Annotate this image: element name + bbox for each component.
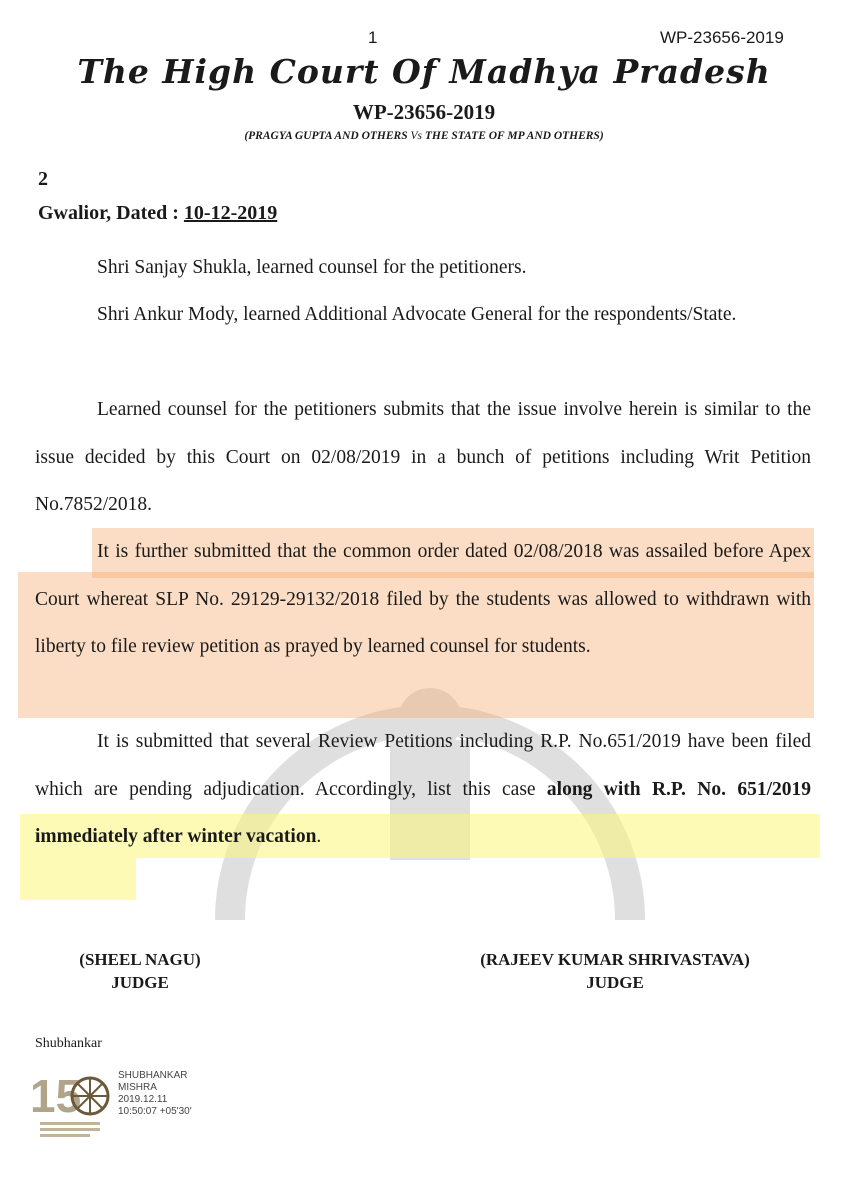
- digital-signature-block: [118, 1070, 192, 1118]
- court-title: The High Court Of Madhya Pradesh: [77, 52, 771, 91]
- versus: Vs: [410, 130, 422, 142]
- signature-left: [60, 948, 220, 994]
- case-number: WP-23656-2019: [352, 100, 496, 124]
- sign-time: 10:50:07 +05'30': [118, 1106, 192, 1117]
- parties-line: (PRAGYA GUPTA AND OTHERS Vs THE STATE OF MP AND OTHERS): [244, 130, 604, 142]
- petitioner: PRAGYA GUPTA AND OTHERS: [248, 130, 408, 142]
- paragraph-counsel-state: Shri Ankur Mody, learned Additional Advocate General for the respondents/State.: [97, 304, 737, 325]
- signer-name-line1: SHUBHANKAR: [118, 1070, 188, 1081]
- highlight-yellow: [20, 858, 136, 900]
- page-number: 1: [368, 28, 378, 47]
- signer-name-line2: MISHRA: [118, 1082, 157, 1093]
- judge-title-left: JUDGE: [111, 973, 169, 992]
- order-date: 10-12-2019: [183, 202, 278, 224]
- svg-text:15: 15: [30, 1070, 82, 1122]
- directive-bold: along with R.P. No. 651/2019 immediately after winter vacation: [35, 778, 811, 847]
- signature-right: [440, 948, 790, 994]
- sign-date: 2019.12.11: [118, 1094, 168, 1105]
- judge-title-right: JUDGE: [586, 973, 644, 992]
- respondent: THE STATE OF MP AND OTHERS: [424, 130, 600, 142]
- judge-name-left: (SHEEL NAGU): [79, 950, 201, 969]
- clerk-name: Shubhankar: [35, 1036, 102, 1051]
- paragraph-review-petitions: It is submitted that several Review Petitions including R.P. No.651/2019 have been filed which are pending adjudication. Accordingly, list this case along with R.P. No. 651/2019 immediately after winter vacation.: [35, 731, 811, 847]
- case-reference-top: WP-23656-2019: [660, 28, 784, 47]
- judge-name-right: (RAJEEV KUMAR SHRIVASTAVA): [480, 950, 750, 969]
- paragraph-submission: Learned counsel for the petitioners submits that the issue involve herein is similar to the issue decided by this Court on 02/08/2019 in a bunch of petitions including Writ Petition No.7852/2018.: [35, 399, 811, 515]
- paragraph-counsel-petitioners: Shri Sanjay Shukla, learned counsel for the petitioners.: [97, 257, 527, 278]
- place-date-line: [38, 202, 277, 225]
- place-label: Gwalior, Dated :: [38, 202, 179, 224]
- order-number: 2: [38, 168, 48, 190]
- paragraph-apex-court: It is further submitted that the common order dated 02/08/2018 was assailed before Apex Court whereat SLP No. 29129-29132/2018 filed by the students was allowed to withdrawn with liberty to file review petition as prayed by learned counsel for students.: [35, 541, 811, 657]
- anniversary-logo-icon: [30, 1064, 112, 1144]
